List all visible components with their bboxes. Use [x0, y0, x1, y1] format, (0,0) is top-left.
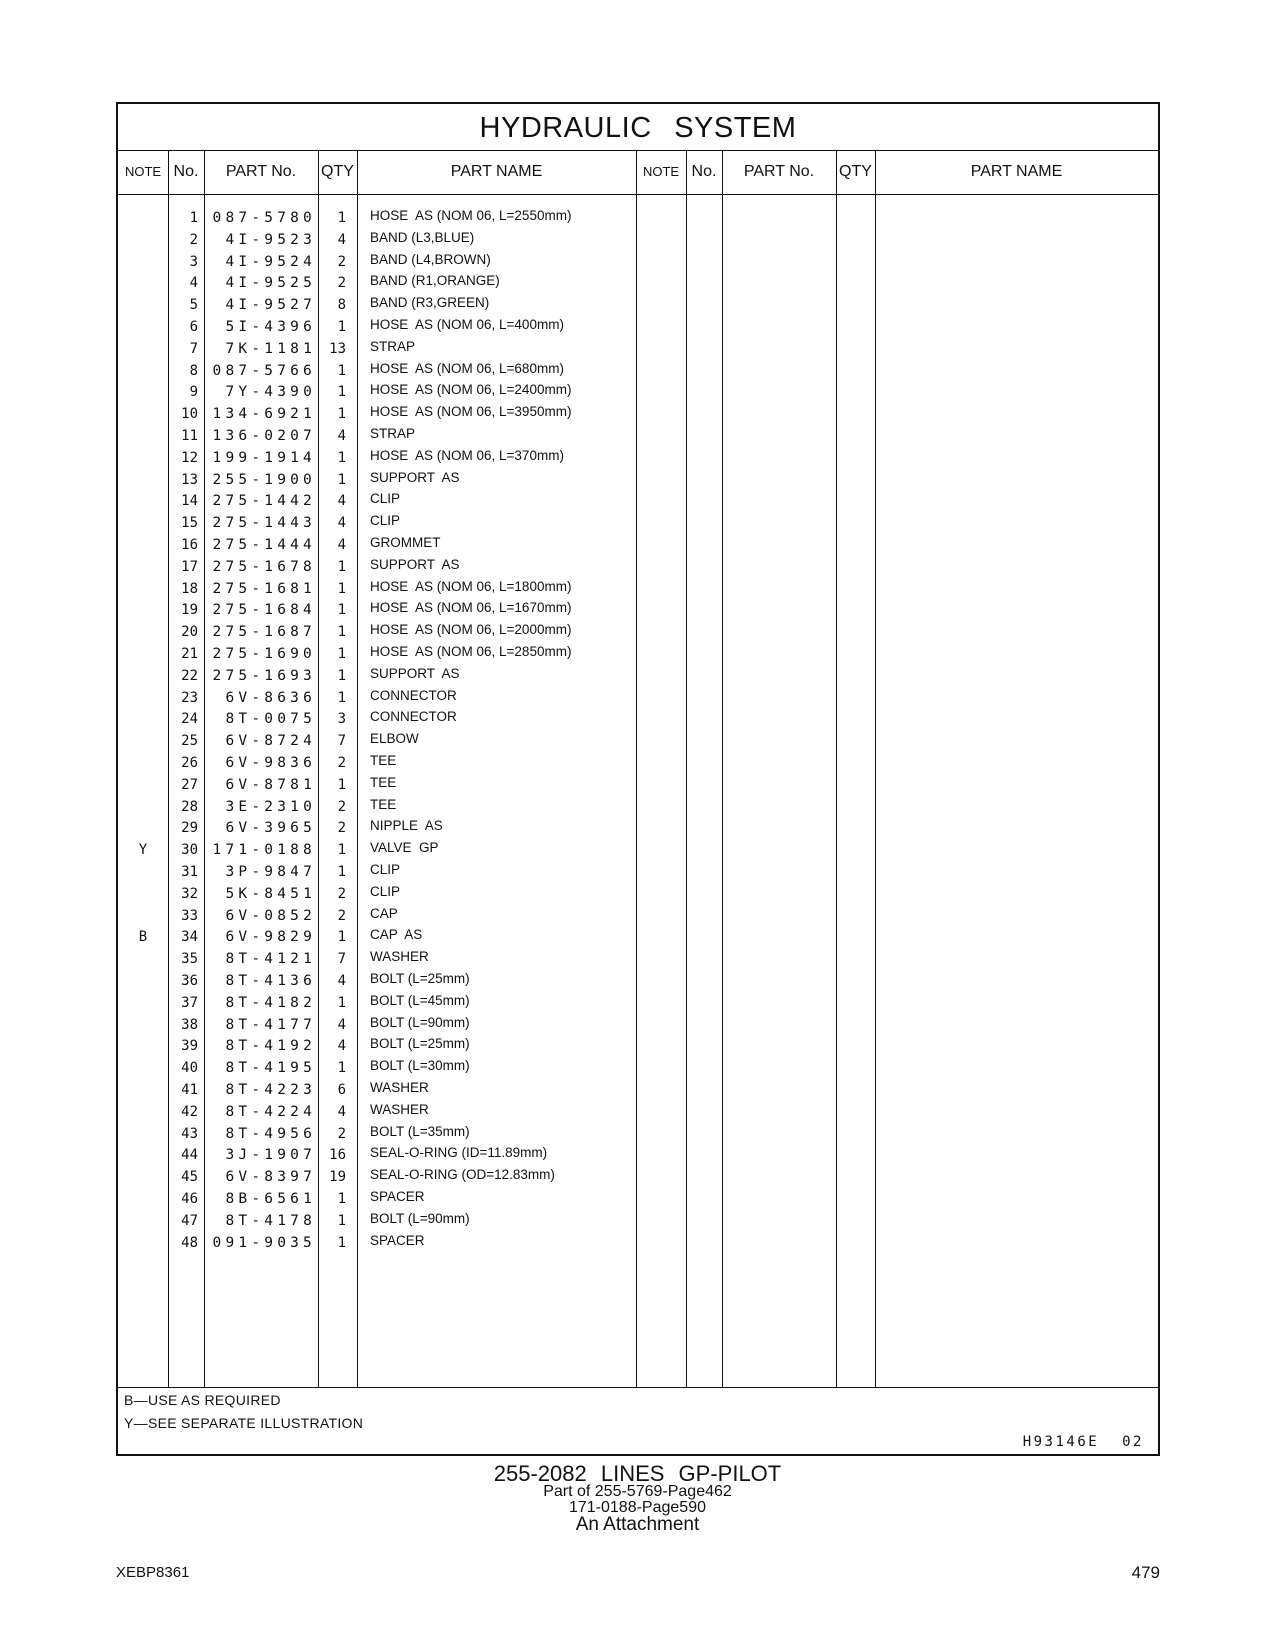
item-number-cell: 48 — [181, 1234, 198, 1251]
table-row — [118, 1188, 1158, 1210]
part-name-cell: HOSE AS (NOM 06, L=370mm) — [370, 447, 564, 463]
part-number-cell: 275-1693 — [212, 667, 316, 684]
table-row — [118, 512, 1158, 534]
part-name-cell: CLIP — [370, 862, 401, 877]
part-number-cell: 199-1914 — [212, 449, 316, 466]
part-number-cell: 8T-4223 — [225, 1082, 316, 1098]
table-row — [118, 229, 1158, 251]
item-number-cell: 21 — [181, 646, 198, 662]
part-number-cell: 3P-9847 — [225, 864, 316, 880]
table-row — [118, 1144, 1158, 1166]
footnote-b: B—USE AS REQUIRED — [124, 1392, 281, 1408]
quantity-cell: 1 — [337, 362, 346, 379]
part-number-cell: 275-1684 — [212, 602, 316, 619]
item-number-cell: 15 — [181, 515, 198, 532]
item-number-cell: 23 — [181, 689, 198, 706]
part-number-cell: 171-0188 — [212, 842, 316, 859]
table-row — [118, 730, 1158, 752]
quantity-cell: 1 — [337, 406, 346, 423]
table-title: HYDRAULIC SYSTEM — [118, 104, 1158, 151]
quantity-cell: 2 — [337, 885, 346, 902]
item-number-cell: 3 — [189, 253, 198, 270]
quantity-cell: 2 — [337, 907, 346, 924]
item-number-cell: 28 — [181, 798, 198, 815]
part-number-cell: 275-1687 — [212, 624, 316, 641]
quantity-cell: 4 — [337, 428, 346, 444]
column-header-row — [118, 150, 1158, 195]
table-row — [118, 970, 1158, 992]
header-qty-left: QTY — [321, 163, 354, 180]
table-row — [118, 621, 1158, 643]
part-number-cell: 6V-8636 — [225, 689, 316, 706]
table-row — [118, 447, 1158, 469]
part-name-cell: TEE — [370, 753, 397, 768]
quantity-cell: 4 — [337, 1038, 346, 1055]
quantity-cell: 2 — [337, 820, 346, 837]
item-number-cell: 25 — [181, 733, 198, 750]
part-number-cell: 6V-3965 — [225, 820, 316, 837]
part-number-cell: 6V-8781 — [225, 776, 316, 793]
part-name-cell: GROMMET — [370, 535, 441, 550]
item-number-cell: 12 — [181, 449, 198, 466]
quantity-cell: 6 — [337, 1082, 346, 1098]
item-number-cell: 34 — [181, 929, 198, 946]
part-number-cell: 4I-9523 — [225, 231, 316, 248]
quantity-cell: 1 — [337, 602, 346, 619]
part-name-cell: CLIP — [370, 513, 401, 529]
item-number-cell: 42 — [181, 1103, 198, 1120]
part-number-cell: 8T-4136 — [225, 973, 316, 989]
page-number: 479 — [1131, 1563, 1160, 1582]
table-row — [118, 425, 1158, 447]
table-row — [118, 839, 1158, 861]
item-number-cell: 30 — [181, 842, 198, 859]
part-name-cell: SPACER — [370, 1232, 425, 1248]
part-name-cell: HOSE AS (NOM 06, L=2400mm) — [370, 382, 572, 398]
quantity-cell: 4 — [337, 1016, 346, 1033]
table-row — [118, 992, 1158, 1014]
part-name-cell: CLIP — [370, 883, 401, 899]
part-number-cell: 275-1442 — [212, 493, 316, 510]
item-number-cell: 20 — [181, 624, 198, 641]
table-row — [118, 708, 1158, 730]
part-number-cell: 7K-1181 — [225, 340, 316, 357]
part-number-cell: 6V-9836 — [225, 755, 316, 771]
table-row — [118, 1014, 1158, 1036]
part-name-cell: TEE — [370, 796, 397, 812]
part-name-cell: SUPPORT AS — [370, 665, 460, 681]
header-no-right: No. — [691, 163, 717, 180]
parts-table — [116, 102, 1160, 1456]
part-number-cell: 4I-9524 — [225, 253, 316, 270]
quantity-cell: 8 — [337, 297, 346, 314]
part-name-cell: BOLT (L=45mm) — [370, 992, 470, 1008]
quantity-cell: 1 — [337, 624, 346, 641]
table-row — [118, 556, 1158, 578]
document-id: XEBP8361 — [116, 1564, 190, 1581]
item-number-cell: 38 — [181, 1016, 198, 1033]
table-row — [118, 1166, 1158, 1188]
part-name-cell: CONNECTOR — [370, 687, 457, 703]
table-row — [118, 534, 1158, 556]
item-number-cell: 8 — [189, 362, 198, 379]
header-note-left: NOTE — [124, 164, 162, 179]
part-number-cell: 6V-9829 — [225, 929, 316, 946]
quantity-cell: 4 — [337, 493, 346, 510]
quantity-cell: 1 — [337, 646, 346, 662]
table-row — [118, 578, 1158, 600]
header-part-no-right: PART No. — [743, 163, 815, 180]
quantity-cell: 1 — [337, 864, 346, 880]
item-number-cell: 18 — [181, 580, 198, 597]
table-row — [118, 1232, 1158, 1254]
part-name-cell: SUPPORT AS — [370, 469, 460, 485]
part-number-cell: 3J-1907 — [225, 1147, 316, 1164]
item-number-cell: 36 — [181, 973, 198, 989]
part-number-cell: 6V-0852 — [225, 907, 316, 924]
quantity-cell: 4 — [337, 515, 346, 532]
table-row — [118, 403, 1158, 425]
quantity-cell: 1 — [337, 471, 346, 488]
part-name-cell: BAND (R3,GREEN) — [370, 295, 490, 311]
quantity-cell: 2 — [337, 253, 346, 270]
part-number-cell: 8T-4224 — [225, 1103, 316, 1120]
part-number-cell: 255-1900 — [212, 471, 316, 488]
note-cell: Y — [138, 842, 148, 859]
part-number-cell: 275-1681 — [212, 580, 316, 597]
part-number-cell: 275-1444 — [212, 537, 316, 553]
part-name-cell: SEAL-O-RING (ID=11.89mm) — [370, 1145, 548, 1161]
table-row — [118, 861, 1158, 883]
quantity-cell: 2 — [337, 798, 346, 815]
quantity-cell: 2 — [337, 275, 346, 292]
part-number-cell: 091-9035 — [212, 1234, 316, 1251]
part-name-cell: BOLT (L=35mm) — [370, 1123, 470, 1139]
table-row — [118, 381, 1158, 403]
quantity-cell: 1 — [337, 1191, 346, 1207]
part-number-cell: 3E-2310 — [225, 798, 316, 815]
table-row — [118, 251, 1158, 273]
table-row — [118, 796, 1158, 818]
item-number-cell: 16 — [181, 537, 198, 553]
quantity-cell: 1 — [337, 689, 346, 706]
table-row — [118, 926, 1158, 948]
part-name-cell: SEAL-O-RING (OD=12.83mm) — [370, 1167, 555, 1183]
item-number-cell: 29 — [181, 820, 198, 837]
table-row — [118, 687, 1158, 709]
table-row — [118, 1035, 1158, 1057]
quantity-cell: 1 — [337, 667, 346, 684]
part-name-cell: HOSE AS (NOM 06, L=2550mm) — [370, 208, 572, 223]
item-number-cell: 44 — [181, 1147, 198, 1164]
quantity-cell: 1 — [337, 776, 346, 793]
item-number-cell: 47 — [181, 1212, 198, 1229]
part-name-cell: BAND (L3,BLUE) — [370, 229, 475, 245]
table-row — [118, 752, 1158, 774]
part-number-cell: 8T-4195 — [225, 1060, 316, 1077]
part-name-cell: BOLT (L=90mm) — [370, 1210, 470, 1226]
caption-reference: 171-0188-Page590 — [568, 1499, 706, 1516]
part-number-cell: 275-1690 — [212, 646, 316, 662]
part-name-cell: CAP — [370, 905, 398, 921]
part-name-cell: NIPPLE AS — [370, 818, 443, 834]
part-name-cell: STRAP — [370, 338, 416, 354]
quantity-cell: 3 — [337, 711, 346, 728]
item-number-cell: 33 — [181, 907, 198, 924]
part-name-cell: HOSE AS (NOM 06, L=680mm) — [370, 360, 564, 376]
item-number-cell: 9 — [189, 384, 198, 401]
part-number-cell: 087-5780 — [212, 210, 316, 226]
part-name-cell: HOSE AS (NOM 06, L=1670mm) — [370, 600, 572, 616]
item-number-cell: 5 — [189, 297, 198, 314]
table-row — [118, 469, 1158, 491]
quantity-cell: 7 — [337, 733, 346, 750]
quantity-cell: 4 — [337, 1103, 346, 1120]
table-row — [118, 272, 1158, 294]
part-name-cell: CONNECTOR — [370, 709, 457, 725]
part-name-cell: HOSE AS (NOM 06, L=3950mm) — [370, 404, 572, 420]
quantity-cell: 1 — [337, 1212, 346, 1229]
part-name-cell: BOLT (L=90mm) — [370, 1014, 470, 1030]
header-part-name-right: PART NAME — [970, 163, 1063, 180]
item-number-cell: 45 — [181, 1169, 198, 1186]
quantity-cell: 16 — [329, 1147, 346, 1164]
table-row — [118, 490, 1158, 512]
part-number-cell: 8T-4956 — [225, 1125, 316, 1142]
table-row — [118, 338, 1158, 360]
item-number-cell: 37 — [181, 994, 198, 1011]
item-number-cell: 10 — [181, 406, 198, 423]
part-name-cell: WASHER — [370, 1080, 429, 1095]
item-number-cell: 27 — [181, 776, 198, 793]
table-row — [118, 1101, 1158, 1123]
part-name-cell: BOLT (L=30mm) — [370, 1058, 470, 1074]
header-part-name-left: PART NAME — [450, 163, 543, 180]
quantity-cell: 1 — [337, 319, 346, 335]
part-number-cell: 6V-8724 — [225, 733, 316, 750]
part-name-cell: HOSE AS (NOM 06, L=2000mm) — [370, 622, 572, 638]
part-number-cell: 8T-0075 — [225, 711, 316, 728]
table-row — [118, 1210, 1158, 1232]
quantity-cell: 1 — [337, 1060, 346, 1077]
table-row — [118, 643, 1158, 665]
quantity-cell: 4 — [337, 973, 346, 989]
part-name-cell: WASHER — [370, 1101, 429, 1117]
part-number-cell: 087-5766 — [212, 362, 316, 379]
part-number-cell: 4I-9525 — [225, 275, 316, 292]
item-number-cell: 41 — [181, 1082, 198, 1098]
part-number-cell: 134-6921 — [212, 406, 316, 423]
table-row — [118, 599, 1158, 621]
part-number-cell: 275-1678 — [212, 558, 316, 575]
part-number-cell: 5I-4396 — [225, 319, 316, 335]
part-number-cell: 8B-6561 — [225, 1191, 316, 1207]
item-number-cell: 17 — [181, 558, 198, 575]
part-number-cell: 8T-4178 — [225, 1212, 316, 1229]
item-number-cell: 26 — [181, 755, 198, 771]
part-name-cell: HOSE AS (NOM 06, L=2850mm) — [370, 644, 572, 659]
part-name-cell: HOSE AS (NOM 06, L=1800mm) — [370, 578, 572, 594]
quantity-cell: 1 — [337, 1234, 346, 1251]
quantity-cell: 1 — [337, 929, 346, 946]
part-number-cell: 7Y-4390 — [225, 384, 316, 401]
item-number-cell: 4 — [189, 275, 198, 292]
item-number-cell: 19 — [181, 602, 198, 619]
table-row — [118, 360, 1158, 382]
quantity-cell: 19 — [329, 1169, 346, 1186]
quantity-cell: 1 — [337, 210, 346, 226]
header-part-no-left: PART No. — [225, 163, 297, 180]
item-number-cell: 11 — [181, 428, 198, 444]
quantity-cell: 7 — [337, 951, 346, 968]
part-name-cell: HOSE AS (NOM 06, L=400mm) — [370, 317, 564, 332]
part-name-cell: SPACER — [370, 1189, 425, 1204]
item-number-cell: 24 — [181, 711, 198, 728]
caption-part-of: Part of 255-5769-Page462 — [543, 1483, 732, 1500]
footnotes — [118, 1387, 1158, 1457]
part-number-cell: 8T-4121 — [225, 951, 316, 968]
table-row — [118, 817, 1158, 839]
part-name-cell: BOLT (L=25mm) — [370, 1036, 470, 1052]
item-number-cell: 14 — [181, 493, 198, 510]
header-qty-right: QTY — [839, 163, 872, 180]
item-number-cell: 40 — [181, 1060, 198, 1077]
quantity-cell: 1 — [337, 994, 346, 1011]
table-row — [118, 948, 1158, 970]
table-row — [118, 207, 1158, 229]
part-name-cell: BAND (R1,ORANGE) — [370, 273, 500, 289]
table-row — [118, 316, 1158, 338]
quantity-cell: 1 — [337, 580, 346, 597]
part-name-cell: STRAP — [370, 426, 416, 441]
note-cell: B — [138, 929, 148, 946]
footnote-y: Y—SEE SEPARATE ILLUSTRATION — [124, 1415, 364, 1431]
table-row — [118, 1057, 1158, 1079]
part-name-cell: SUPPORT AS — [370, 556, 460, 572]
item-number-cell: 1 — [189, 210, 198, 226]
part-number-cell: 4I-9527 — [225, 297, 316, 314]
item-number-cell: 6 — [189, 319, 198, 335]
table-row — [118, 294, 1158, 316]
table-row — [118, 665, 1158, 687]
item-number-cell: 13 — [181, 471, 198, 488]
item-number-cell: 2 — [189, 231, 198, 248]
part-name-cell: BOLT (L=25mm) — [370, 971, 470, 986]
item-number-cell: 22 — [181, 667, 198, 684]
item-number-cell: 7 — [189, 340, 198, 357]
part-number-cell: 8T-4192 — [225, 1038, 316, 1055]
table-row — [118, 1123, 1158, 1145]
table-row — [118, 774, 1158, 796]
table-row — [118, 883, 1158, 905]
item-number-cell: 35 — [181, 951, 198, 968]
quantity-cell: 4 — [337, 537, 346, 553]
quantity-cell: 2 — [337, 1125, 346, 1142]
quantity-cell: 1 — [337, 384, 346, 401]
quantity-cell: 2 — [337, 755, 346, 771]
quantity-cell: 1 — [337, 842, 346, 859]
table-row — [118, 1079, 1158, 1101]
part-number-cell: 8T-4177 — [225, 1016, 316, 1033]
caption-title: 255-2082 LINES GP-PILOT — [493, 1461, 782, 1486]
part-number-cell: 8T-4182 — [225, 994, 316, 1011]
header-no-left: No. — [173, 163, 199, 180]
part-name-cell: BAND (L4,BROWN) — [370, 251, 491, 267]
part-name-cell: TEE — [370, 774, 397, 790]
quantity-cell: 13 — [329, 340, 346, 357]
item-number-cell: 43 — [181, 1125, 198, 1142]
part-number-cell: 136-0207 — [212, 428, 316, 444]
part-number-cell: 275-1443 — [212, 515, 316, 532]
part-name-cell: CLIP — [370, 491, 401, 507]
part-number-cell: 5K-8451 — [225, 885, 316, 902]
part-name-cell: ELBOW — [370, 731, 419, 747]
illustration-code: H93146E 02 — [1022, 1434, 1144, 1450]
part-name-cell: WASHER — [370, 949, 429, 965]
part-name-cell: VALVE GP — [370, 840, 439, 856]
item-number-cell: 31 — [181, 864, 198, 880]
table-row — [118, 905, 1158, 927]
part-name-cell: CAP AS — [370, 927, 423, 943]
item-number-cell: 32 — [181, 885, 198, 902]
quantity-cell: 4 — [337, 231, 346, 248]
quantity-cell: 1 — [337, 449, 346, 466]
caption-attachment: An Attachment — [575, 1514, 700, 1535]
quantity-cell: 1 — [337, 558, 346, 575]
item-number-cell: 39 — [181, 1038, 198, 1055]
item-number-cell: 46 — [181, 1191, 198, 1207]
part-number-cell: 6V-8397 — [225, 1169, 316, 1186]
header-note-right: NOTE — [642, 164, 680, 179]
